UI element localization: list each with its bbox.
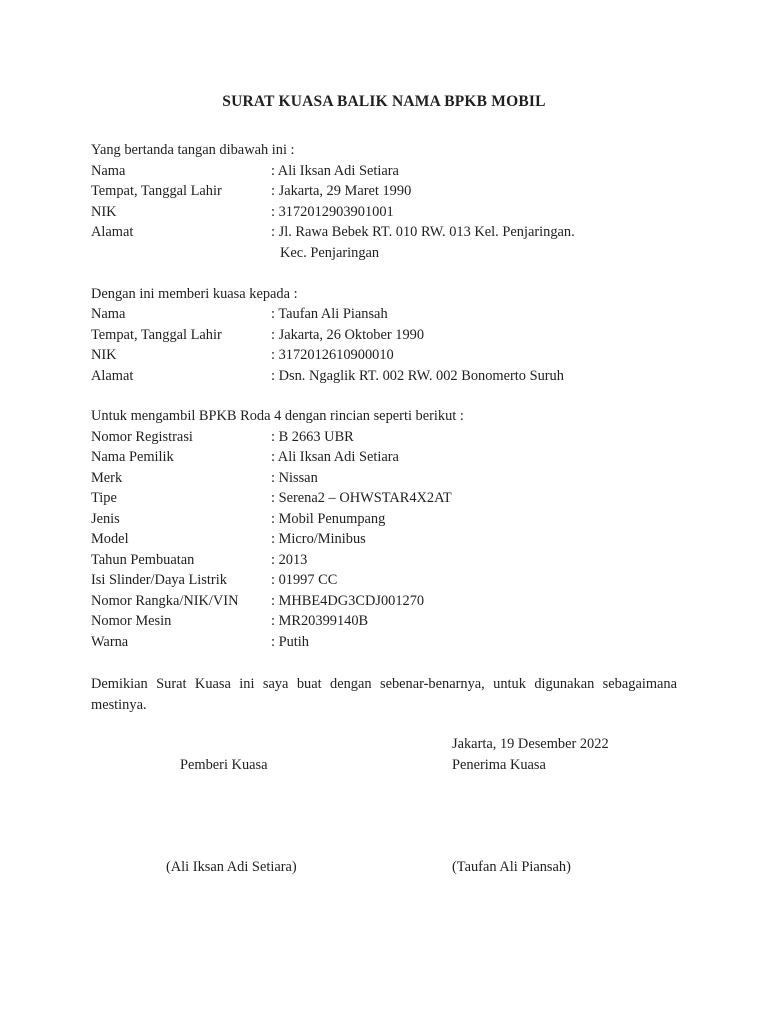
field-label: Nama Pemilik [91,449,174,465]
field-value: : Putih [271,634,309,650]
field-label: NIK [91,204,117,220]
field-label: Nama [91,163,126,179]
field-value: : 3172012610900010 [271,347,394,363]
field-label: Merk [91,470,123,486]
field-value: : MR20399140B [271,613,369,629]
field-value: : Nissan [271,470,318,486]
field-label: Warna [91,634,129,650]
document-title: SURAT KUASA BALIK NAMA BPKB MOBIL [222,93,546,110]
field-label: Alamat [91,224,134,240]
field-value: : Micro/Minibus [271,531,366,547]
receiver-role: Penerima Kuasa [452,757,546,773]
receiver-intro: Dengan ini memberi kuasa kepada : [91,286,298,302]
field-value: : Serena2 – OHWSTAR4X2AT [271,490,452,506]
field-label: Nomor Mesin [91,613,172,629]
field-label: Jenis [91,511,120,527]
field-value: : 2013 [271,552,308,568]
field-label: Nama [91,306,126,322]
giver-role: Pemberi Kuasa [180,757,268,773]
place-date: Jakarta, 19 Desember 2022 [452,736,609,752]
vehicle-intro: Untuk mengambil BPKB Roda 4 dengan rincian seperti berikut : [91,408,464,424]
field-value: : MHBE4DG3CDJ001270 [271,593,425,609]
giver-address-continuation: Kec. Penjaringan [280,245,380,261]
field-value: : 3172012903901001 [271,204,394,220]
field-value: : Jakarta, 29 Maret 1990 [271,183,412,199]
field-label: Alamat [91,368,134,384]
field-value: : Ali Iksan Adi Setiara [271,449,399,465]
field-value: : Jakarta, 26 Oktober 1990 [271,327,425,343]
field-value: : Mobil Penumpang [271,511,386,527]
field-label: Tipe [91,490,117,506]
field-label: Nomor Registrasi [91,429,193,445]
field-label: Nomor Rangka/NIK/VIN [91,593,239,609]
field-label: Isi Slinder/Daya Listrik [91,572,227,588]
closing-paragraph: Demikian Surat Kuasa ini saya buat dengan sebenar-benarnya, untuk digunakan sebagaimana mestinya. [91,676,677,713]
field-value: : Ali Iksan Adi Setiara [271,163,399,179]
field-value: : B 2663 UBR [271,429,354,445]
field-label: Tempat, Tanggal Lahir [91,183,222,199]
receiver-signature-name: (Taufan Ali Piansah) [452,859,571,875]
field-label: Tempat, Tanggal Lahir [91,327,222,343]
giver-signature-name: (Ali Iksan Adi Setiara) [166,859,297,875]
giver-intro: Yang bertanda tangan dibawah ini : [91,142,295,158]
field-value: : Jl. Rawa Bebek RT. 010 RW. 013 Kel. Penjaringan. [271,224,575,240]
field-value: : Taufan Ali Piansah [271,306,388,322]
field-value: : Dsn. Ngaglik RT. 002 RW. 002 Bonomerto Suruh [271,368,564,384]
field-label: Tahun Pembuatan [91,552,195,568]
field-label: NIK [91,347,117,363]
field-value: : 01997 CC [271,572,338,588]
field-label: Model [91,531,129,547]
